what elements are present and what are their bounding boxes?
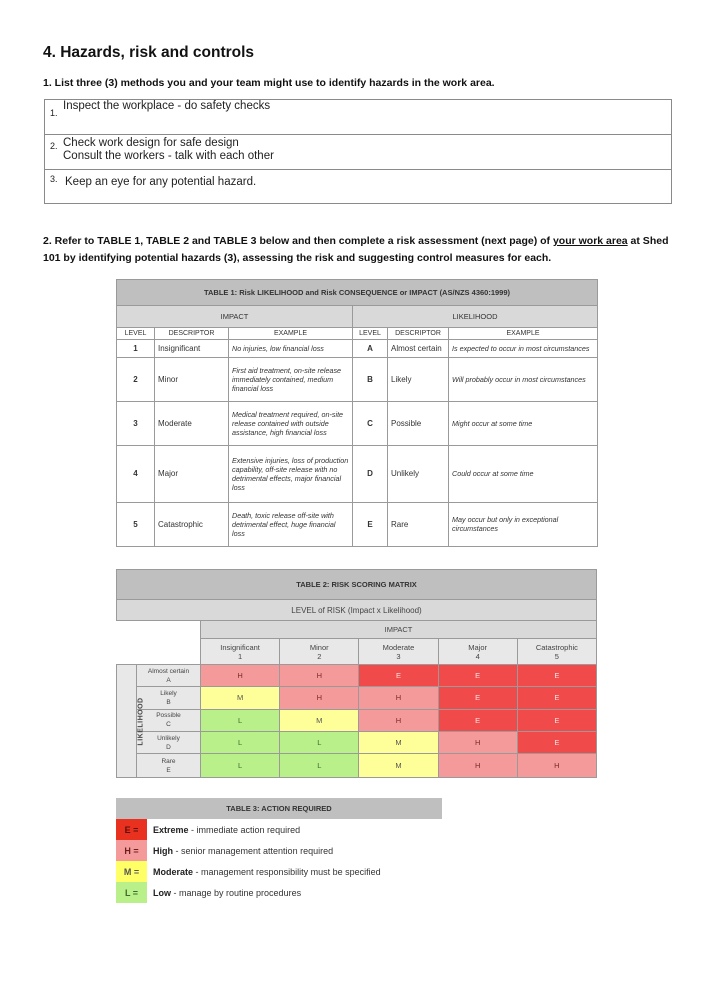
matrix-likelihood-header <box>117 664 145 777</box>
table-2-title: TABLE 2: RISK SCORING MATRIX <box>117 570 597 600</box>
likelihood-descriptor: Unlikely <box>388 445 449 502</box>
risk-cell: M <box>359 754 438 778</box>
answer-row-1[interactable] <box>45 100 671 135</box>
action-key: M = <box>116 861 147 882</box>
likelihood-descriptor: Rare <box>388 502 449 546</box>
risk-cell: L <box>201 709 280 731</box>
answer-line: Check work design for safe design <box>63 137 239 149</box>
risk-cell: H <box>517 754 596 778</box>
section-heading: 4. Hazards, risk and controls <box>43 44 255 61</box>
action-desc: - senior management attention required <box>173 845 334 856</box>
risk-cell: M <box>280 709 359 731</box>
risk-cell: M <box>359 732 438 754</box>
risk-cell: H <box>359 687 438 709</box>
action-text <box>147 825 300 835</box>
answer-row-3[interactable] <box>45 170 671 204</box>
action-desc: - manage by routine procedures <box>171 887 302 898</box>
matrix-corner <box>117 621 201 665</box>
column-header: DESCRIPTOR <box>388 328 449 340</box>
impact-descriptor: Minor <box>155 357 229 401</box>
risk-cell: E <box>438 664 517 686</box>
risk-cell: L <box>201 754 280 778</box>
row-code: C <box>166 721 171 729</box>
row-code: D <box>166 743 171 751</box>
likelihood-level: B <box>353 357 388 401</box>
answer-number: 1. <box>50 108 58 118</box>
table-row <box>117 502 598 546</box>
table-2-subtitle: LEVEL of RISK (Impact x Likelihood) <box>117 599 597 620</box>
impact-example: No injuries, low financial loss <box>229 340 353 358</box>
impact-level: 1 <box>117 340 155 358</box>
risk-cell: E <box>517 709 596 731</box>
risk-cell: H <box>438 732 517 754</box>
action-row-extreme <box>116 819 442 840</box>
column-header: EXAMPLE <box>449 328 598 340</box>
action-row-high <box>116 840 442 861</box>
question-1: 1. List three (3) methods you and your team might use to identify hazards in the work area. <box>43 77 495 89</box>
matrix-row-header <box>137 687 201 709</box>
matrix-column-header <box>280 639 359 665</box>
risk-cell: L <box>201 732 280 754</box>
risk-cell: E <box>438 709 517 731</box>
risk-cell: L <box>280 732 359 754</box>
risk-cell: M <box>201 687 280 709</box>
likelihood-level: A <box>353 340 388 358</box>
impact-example: Extensive injuries, loss of production capability, off-site release with no detrimental effects, major financial loss <box>229 445 353 502</box>
action-desc: - immediate action required <box>188 824 301 835</box>
impact-descriptor: Insignificant <box>155 340 229 358</box>
action-key: E = <box>116 819 147 840</box>
risk-cell: H <box>201 664 280 686</box>
matrix-row-header <box>137 732 201 754</box>
matrix-column-header <box>438 639 517 665</box>
column-number: 2 <box>317 651 322 661</box>
impact-descriptor: Major <box>155 445 229 502</box>
column-name: Minor <box>309 642 329 652</box>
impact-level: 3 <box>117 401 155 445</box>
column-header: LEVEL <box>117 328 155 340</box>
answer-box <box>44 99 672 204</box>
likelihood-descriptor: Possible <box>388 401 449 445</box>
table-1-likelihood-header: LIKELIHOOD <box>353 306 598 328</box>
matrix-column-header <box>517 639 596 665</box>
answer-number: 2. <box>50 141 58 151</box>
table-3-title: TABLE 3: ACTION REQUIRED <box>116 798 442 819</box>
answer-row-2[interactable] <box>45 135 671 170</box>
question-2 <box>43 233 683 267</box>
answer-line: Consult the workers - talk with each other <box>63 150 274 162</box>
impact-level: 2 <box>117 357 155 401</box>
impact-level: 4 <box>117 445 155 502</box>
column-header: DESCRIPTOR <box>155 328 229 340</box>
column-name: Major <box>468 642 488 652</box>
impact-example: Death, toxic release off-site with detrimental effect, huge financial loss <box>229 502 353 546</box>
action-text <box>147 846 333 856</box>
column-name: Moderate <box>382 642 415 652</box>
likelihood-level: D <box>353 445 388 502</box>
matrix-column-header <box>201 639 280 665</box>
question-2-text-end: at Shed 101 by identifying potential hazards (3), assessing the risk and suggesting control measures for each. <box>43 235 669 264</box>
likelihood-example: Could occur at some time <box>449 445 598 502</box>
table-row <box>117 357 598 401</box>
likelihood-example: Might occur at some time <box>449 401 598 445</box>
impact-descriptor: Catastrophic <box>155 502 229 546</box>
action-desc: - management responsibility must be specified <box>193 866 381 877</box>
column-number: 3 <box>396 651 401 661</box>
column-number: 1 <box>238 651 243 661</box>
action-row-moderate <box>116 861 442 882</box>
risk-cell: L <box>280 754 359 778</box>
risk-cell: H <box>438 754 517 778</box>
column-header: LEVEL <box>353 328 388 340</box>
risk-cell: E <box>438 687 517 709</box>
risk-cell: E <box>359 664 438 686</box>
matrix-column-header <box>359 639 438 665</box>
impact-level: 5 <box>117 502 155 546</box>
table-row <box>117 445 598 502</box>
answer-line: Inspect the workplace - do safety checks <box>63 100 271 112</box>
matrix-impact-header: IMPACT <box>201 621 597 639</box>
table-2-risk-matrix <box>116 569 597 778</box>
question-2-underlined: your work area <box>552 235 628 247</box>
likelihood-descriptor: Likely <box>388 357 449 401</box>
likelihood-example: May occur but only in exceptional circumstances <box>449 502 598 546</box>
table-row <box>117 401 598 445</box>
action-level: Moderate <box>153 866 194 877</box>
action-text <box>147 888 301 898</box>
risk-cell: H <box>280 664 359 686</box>
question-2-text: 2. Refer to TABLE 1, TABLE 2 and TABLE 3 below and then complete a risk assessment (next page) of <box>43 235 553 247</box>
row-name: Unlikely <box>157 734 180 742</box>
impact-example: First aid treatment, on-site release immediately contained, medium financial loss <box>229 357 353 401</box>
column-header: EXAMPLE <box>229 328 353 340</box>
action-key: H = <box>116 840 147 861</box>
row-name: Likely <box>160 689 177 697</box>
impact-example: Medical treatment required, on-site release contained with outside assistance, high financial loss <box>229 401 353 445</box>
action-key: L = <box>116 882 147 903</box>
action-row-low <box>116 882 442 903</box>
action-level: Low <box>153 887 171 898</box>
table-row <box>117 340 598 358</box>
risk-cell: H <box>359 709 438 731</box>
matrix-row-header <box>137 709 201 731</box>
row-code: B <box>166 698 171 706</box>
table-1-impact-header: IMPACT <box>117 306 353 328</box>
column-number: 4 <box>475 651 480 661</box>
risk-cell: E <box>517 664 596 686</box>
table-3-action-required <box>116 798 442 903</box>
row-code: A <box>166 676 171 684</box>
risk-cell: E <box>517 732 596 754</box>
column-name: Catastrophic <box>535 642 578 652</box>
likelihood-level: C <box>353 401 388 445</box>
table-1-likelihood-consequence <box>116 279 598 547</box>
impact-descriptor: Moderate <box>155 401 229 445</box>
risk-cell: E <box>517 687 596 709</box>
action-level: Extreme <box>153 824 189 835</box>
matrix-row-header <box>137 754 201 778</box>
row-name: Rare <box>161 757 176 765</box>
row-name: Almost certain <box>147 667 190 675</box>
matrix-row-header <box>137 664 201 686</box>
answer-line: Keep an eye for any potential hazard. <box>65 176 257 188</box>
table-1-title: TABLE 1: Risk LIKELIHOOD and Risk CONSEQUENCE or IMPACT (AS/NZS 4360:1999) <box>117 280 598 306</box>
action-text <box>147 867 381 877</box>
risk-cell: H <box>280 687 359 709</box>
column-number: 5 <box>554 651 559 661</box>
row-code: E <box>166 766 171 774</box>
answer-number: 3. <box>50 174 58 184</box>
likelihood-level: E <box>353 502 388 546</box>
column-name: Insignificant <box>220 642 260 652</box>
likelihood-example: Is expected to occur in most circumstances <box>449 340 598 358</box>
likelihood-descriptor: Almost certain <box>388 340 449 358</box>
likelihood-label: LIKELIHOOD <box>137 697 145 747</box>
action-level: High <box>153 845 173 856</box>
row-name: Possible <box>156 712 181 720</box>
likelihood-example: Will probably occur in most circumstances <box>449 357 598 401</box>
